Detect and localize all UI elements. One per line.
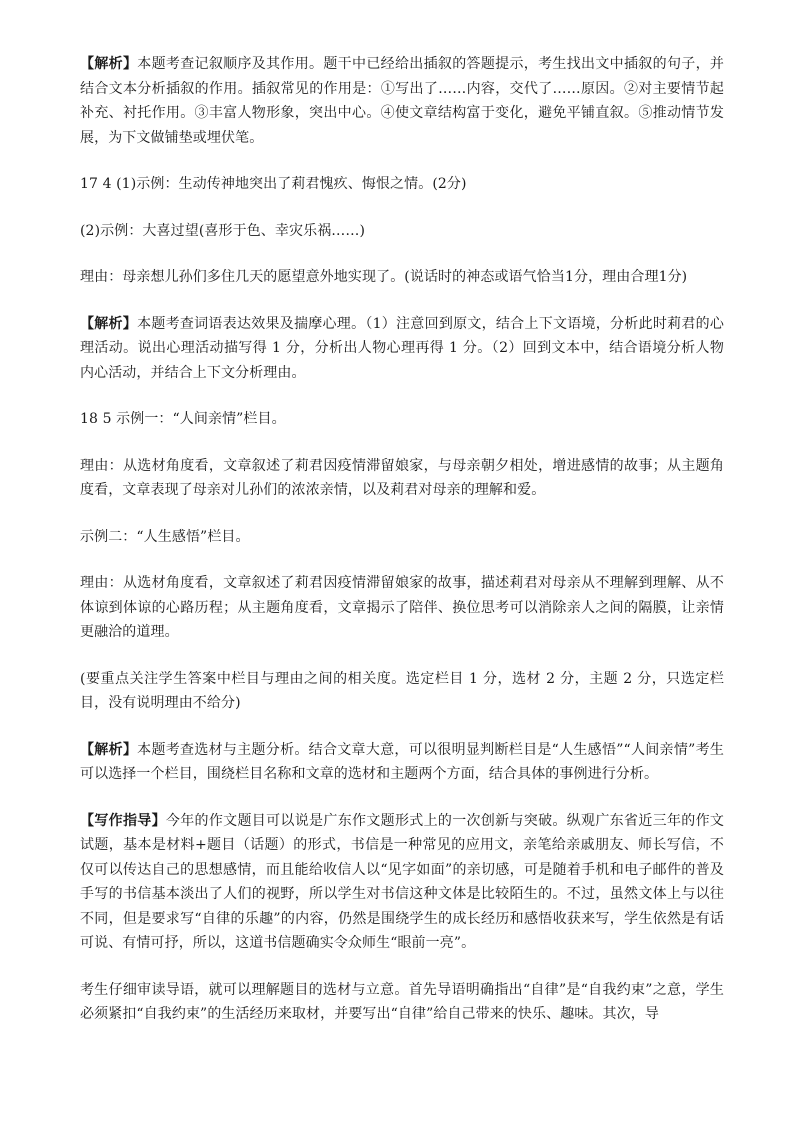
writing-guidance-continued [80, 978, 724, 1027]
paragraph-text: (要重点关注学生答案中栏目与理由之间的相关度。选定栏目 1 分，选材 2 分，主题 2 分，只选定栏目，没有说明理由不给分) [80, 670, 724, 711]
analysis-label: 【解析】 [80, 56, 138, 72]
writing-guidance-label: 【写作指导】 [80, 812, 166, 829]
analysis-label: 【解析】 [80, 741, 138, 758]
paragraph-text: 理由：从选材角度看，文章叙述了莉君因疫情滞留娘家，与母亲朝夕相处，增进感情的故事；从主题角度看，文章表现了母亲对儿孙们的浓浓亲情，以及莉君对母亲的理解和爱。 [80, 457, 724, 498]
answer-18-reason-1 [80, 454, 724, 503]
paragraph-text: 今年的作文题目可以说是广东作文题形式上的一次创新与突破。纵观广东省近三年的作文试题，基本是材料+题目（话题）的形式，书信是一种常见的应用文，亲笔给亲戚朋友、师长写信，不仅可以传达自己的思想感情，而且能给收信人以“见字如面”的亲切感，可是随着手机和电子邮件的普及手写的书信基本淡出了人们的视野，所以学生对书信这种文体是比较陌生的。不过，虽然文体上与以往不同，但是要求写“自律的乐趣”的内容，仍然是围绕学生的成长经历和感悟收获来写，学生依然是有话可说、有情可抒，所以，这道书信题确实令众师生“眼前一亮”。 [80, 812, 724, 951]
paragraph-text: 理由：从选材角度看，文章叙述了莉君因疫情滞留娘家的故事，描述莉君对母亲从不理解到理解、从不体谅到体谅的心路历程；从主题角度看，文章揭示了陪伴、换位思考可以消除亲人之间的隔膜，让亲情更融洽的道理。 [80, 575, 724, 640]
analysis-label: 【解析】 [80, 315, 138, 332]
answer-18-reason-2 [80, 571, 724, 645]
paragraph-text: 本题考查词语表达效果及揣摩心理。（1）注意回到原文，结合上下文语境，分析此时莉君的心理活动。说出心理活动描写得 1 分，分析出人物心理再得 1 分。（2）回到文本中，结合语境分析人物内心活动，并结合上下文分析理由。 [80, 315, 725, 381]
answer-18-example-2 [80, 525, 724, 550]
analysis-paragraph-2 [80, 312, 724, 386]
scoring-note [80, 667, 724, 716]
analysis-paragraph-1 [80, 52, 724, 150]
paragraph-text: 理由：母亲想儿孙们多住几天的愿望意外地实现了。(说话时的神态或语气恰当1分，理由合理1分) [80, 269, 688, 285]
paragraph-text: (2)示例：大喜过望(喜形于色、幸灾乐祸……) [80, 222, 366, 239]
paragraph-text: 18 5 示例一：“人间亲情”栏目。 [80, 411, 286, 427]
writing-guidance-paragraph [80, 809, 724, 956]
document-page [80, 52, 724, 1049]
paragraph-text: 本题考查选材与主题分析。结合文章大意，可以很明显判断栏目是“人生感悟”“人间亲情”考生可以选择一个栏目，围绕栏目名称和文章的选材和主题两个方面，结合具体的事例进行分析。 [80, 741, 724, 782]
paragraph-text: 示例二：“人生感悟”栏目。 [80, 528, 250, 545]
answer-17-part-1 [80, 172, 724, 197]
answer-17-reason [80, 265, 724, 290]
answer-18-example-1 [80, 407, 724, 432]
analysis-paragraph-3 [80, 738, 724, 787]
paragraph-text: 考生仔细审读导语，就可以理解题目的选材与立意。首先导语明确指出“自律”是“自我约束”之意，学生必须紧扣“自我约束”的生活经历来取材，并要写出“自律”给自己带来的快乐、趣味。其次，导 [80, 981, 724, 1022]
paragraph-text: 本题考查记叙顺序及其作用。题干中已经给出插叙的答题提示，考生找出文中插叙的句子，并结合文本分析插叙的作用。插叙常见的作用是：①写出了……内容，交代了……原因。②对主要情节起补充、衬托作用。③丰富人物形象，突出中心。④使文章结构富于变化，避免平铺直叙。⑤推动情节发展，为下文做铺垫或埋伏笔。 [80, 56, 724, 146]
paragraph-text: 17 4 (1)示例：生动传神地突出了莉君愧疚、悔恨之情。(2分) [80, 176, 467, 192]
answer-17-part-2 [80, 219, 724, 244]
